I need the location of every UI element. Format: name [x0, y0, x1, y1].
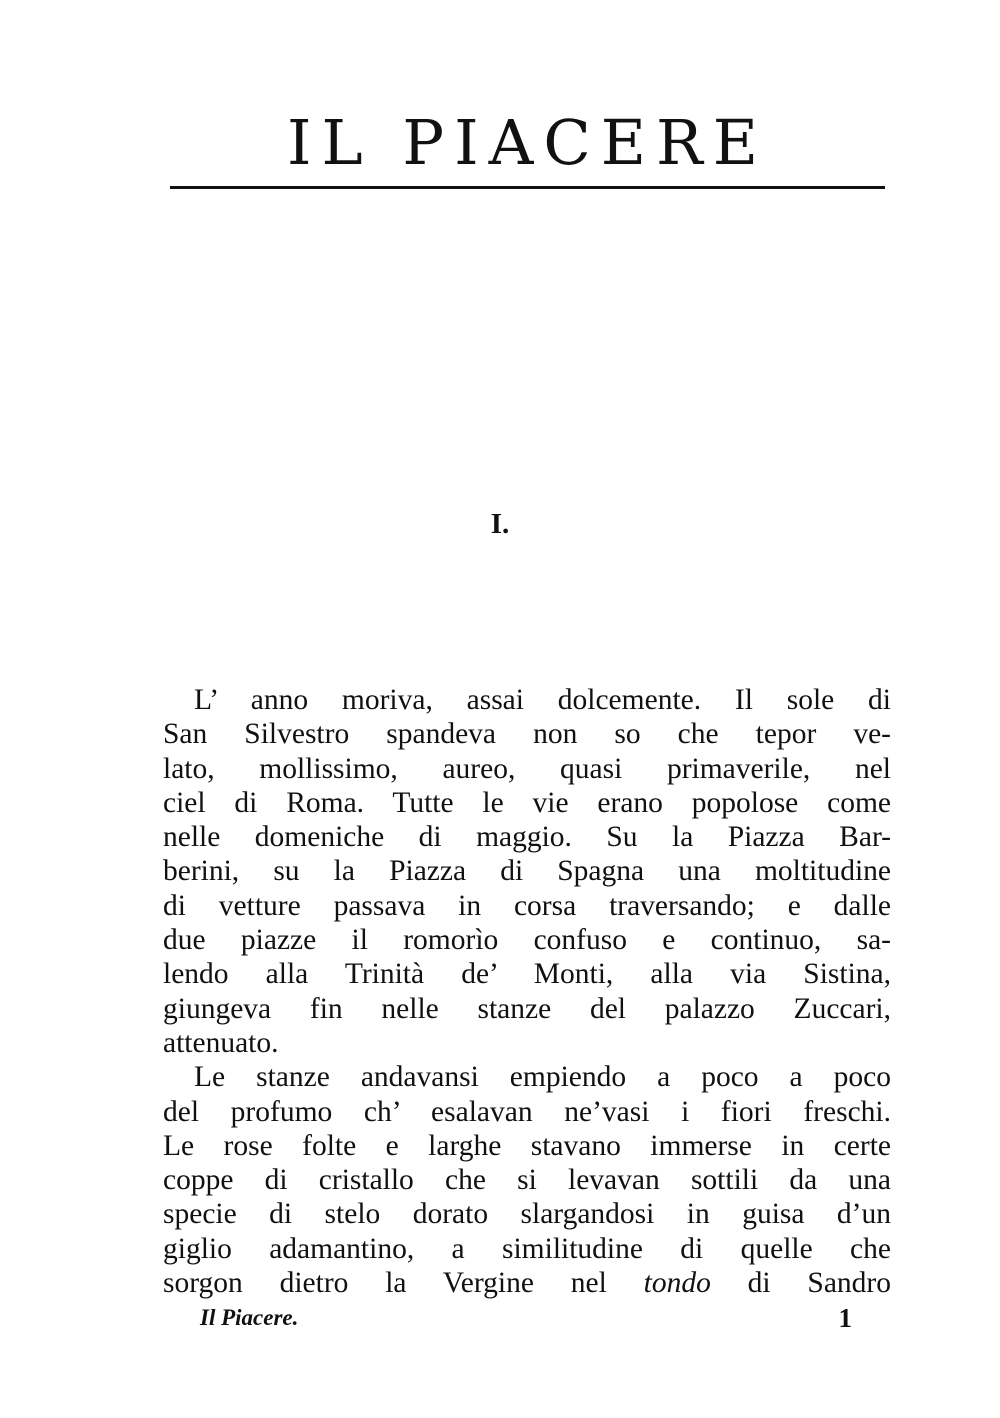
text-line: lendo alla Trinità de’ Monti, alla via Sistina,	[163, 958, 891, 991]
text-line: di vetture passava in corsa traversando; e dalle	[163, 889, 891, 922]
italic-word: tondo	[643, 1267, 711, 1300]
text-segment: di Sandro	[710, 1267, 891, 1300]
text-line: attenuato.	[163, 1026, 279, 1059]
text-line-last	[163, 1266, 891, 1300]
text-line: giungeva fin nelle stanze del palazzo Zuccari,	[163, 992, 891, 1025]
running-title: Il Piacere.	[200, 1305, 299, 1330]
title-rule	[170, 186, 885, 189]
text-line: Le stanze andavansi empiendo a poco a poco	[194, 1061, 891, 1094]
book-title: IL PIACERE	[287, 106, 768, 179]
text-line: nelle domeniche di maggio. Su la Piazza Bar-	[163, 821, 891, 854]
text-line: del profumo ch’ esalavan ne’vasi i fiori freschi.	[163, 1095, 891, 1128]
chapter-number: I.	[490, 508, 510, 540]
text-line: berini, su la Piazza di Spagna una moltitudine	[163, 855, 891, 888]
text-segment: sorgon dietro la Vergine nel	[163, 1267, 644, 1300]
text-line: L’ anno moriva, assai dolcemente. Il sole di	[194, 684, 891, 716]
text-line: coppe di cristallo che si levavan sottili da una	[163, 1164, 891, 1197]
text-line: specie di stelo dorato slargandosi in guisa d’un	[163, 1198, 891, 1231]
signature-mark: 1	[838, 1303, 852, 1333]
text-line: Le rose folte e larghe stavano immerse in certe	[163, 1129, 891, 1162]
body-text	[163, 683, 891, 1300]
text-line: San Silvestro spandeva non so che tepor ve-	[163, 718, 891, 751]
text-line: giglio adamantino, a similitudine di quelle che	[163, 1232, 891, 1265]
text-line: lato, mollissimo, aureo, quasi primaverile, nel	[163, 752, 891, 785]
text-line: ciel di Roma. Tutte le vie erano popolose come	[163, 786, 891, 819]
text-line: due piazze il romorìo confuso e continuo, sa-	[163, 924, 891, 957]
